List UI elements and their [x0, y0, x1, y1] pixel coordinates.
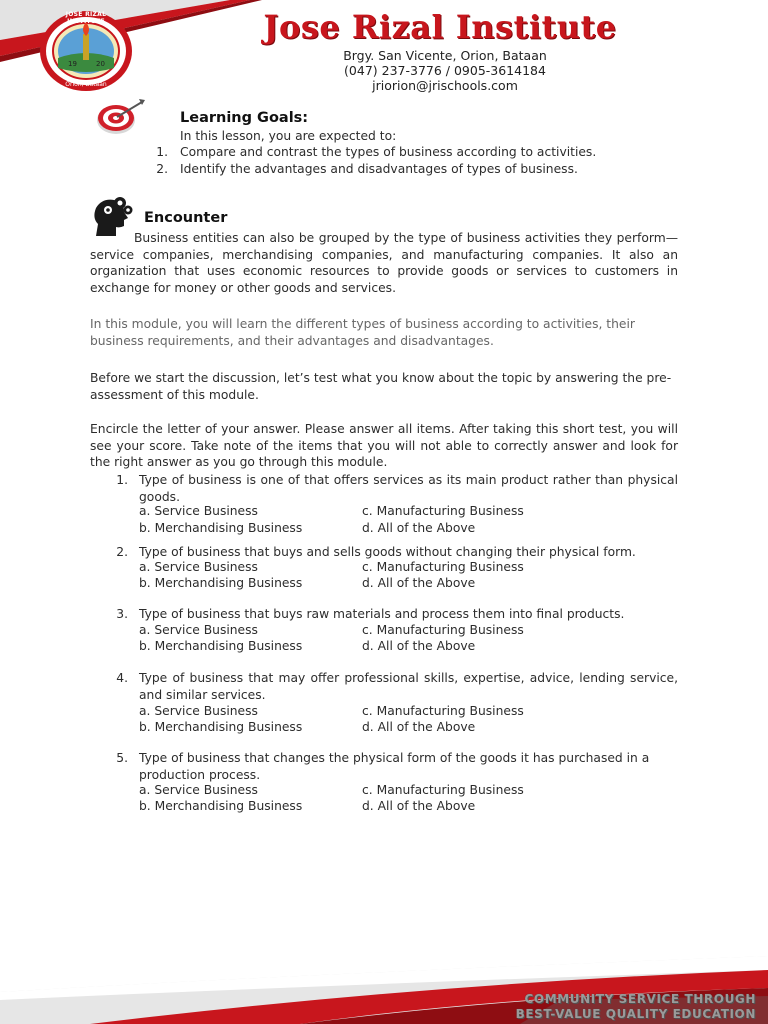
option-a[interactable]: a. Service Business: [139, 504, 258, 518]
option-a[interactable]: a. Service Business: [139, 783, 258, 797]
seal-year-left: 19: [68, 60, 77, 68]
option-a[interactable]: a. Service Business: [139, 560, 258, 574]
option-c[interactable]: c. Manufacturing Business: [362, 623, 524, 637]
option-b[interactable]: b. Merchandising Business: [139, 576, 303, 590]
school-seal: [38, 10, 134, 92]
learning-goal-number: 2.: [156, 162, 168, 176]
quiz-item: [110, 544, 678, 594]
question-text: Type of business is one of that offers services as its main product rather than physical goods.: [139, 473, 678, 504]
question-text: Type of business that may offer professional skills, expertise, advice, lending service, and similar services.: [139, 671, 678, 702]
module-intro-paragraph: In this module, you will learn the different types of business according to activities, their business requirements, and their advantages and disadvantages.: [90, 317, 635, 348]
school-address: Brgy. San Vicente, Orion, Bataan: [343, 48, 547, 63]
seal-year-right: 20: [96, 60, 105, 68]
learning-goals-title: Learning Goals:: [180, 110, 309, 126]
learning-goal-number: 1.: [156, 145, 168, 159]
learning-goal-text: Identify the advantages and disadvantages of types of business.: [180, 162, 578, 176]
option-d[interactable]: d. All of the Above: [362, 720, 476, 734]
quiz-item: [110, 606, 678, 656]
question-number: 3.: [116, 607, 128, 621]
learning-goal-text: Compare and contrast the types of business according to activities.: [180, 145, 597, 159]
option-a[interactable]: a. Service Business: [139, 623, 258, 637]
question-number: 2.: [116, 545, 128, 559]
option-b[interactable]: b. Merchandising Business: [139, 799, 303, 813]
school-email: jriorion@jrischools.com: [372, 78, 518, 93]
seal-ring-text-bottom: Orion, Bataan: [65, 81, 107, 88]
footer-tagline-line2: BEST-VALUE QUALITY EDUCATION: [515, 1007, 756, 1021]
option-c[interactable]: c. Manufacturing Business: [362, 504, 524, 518]
pre-assessment-paragraph: Before we start the discussion, let’s test what you know about the topic by answering the pre-assessment of this module.: [90, 371, 672, 402]
instructions-paragraph: Encircle the letter of your answer. Please answer all items. After taking this short test, you will see your score. Take note of the items that you will not able to correctly answer and look for the right answer as you go through this module.: [90, 422, 678, 469]
option-d[interactable]: d. All of the Above: [362, 521, 476, 535]
option-d[interactable]: d. All of the Above: [362, 639, 476, 653]
option-b[interactable]: b. Merchandising Business: [139, 639, 303, 653]
school-phone: (047) 237-3776 / 0905-3614184: [344, 63, 546, 78]
quiz-item: [110, 472, 678, 536]
option-c[interactable]: c. Manufacturing Business: [362, 704, 524, 718]
target-icon: [96, 98, 146, 136]
school-name: Jose Rizal Institute: [263, 8, 617, 46]
encounter-paragraph: Business entities can also be grouped by the type of business activities they perform—service companies, merchandising companies, and manufacturing companies. It also an organization that uses economic resources to provide goods or services to customers in exchange for money or other goods and services.: [90, 231, 678, 295]
quiz-item: [110, 750, 678, 814]
question-number: 4.: [116, 671, 128, 685]
seal-ring-text-top: JOSE RIZAL INSTITUTE: [65, 11, 107, 25]
question-number: 1.: [116, 473, 128, 487]
question-number: 5.: [116, 751, 128, 765]
question-text: Type of business that buys raw materials and process them into final products.: [139, 607, 625, 621]
option-c[interactable]: c. Manufacturing Business: [362, 560, 524, 574]
question-text: Type of business that changes the physical form of the goods it has purchased in a production process.: [139, 751, 650, 782]
option-b[interactable]: b. Merchandising Business: [139, 720, 303, 734]
option-b[interactable]: b. Merchandising Business: [139, 521, 303, 535]
quiz-item: [110, 670, 678, 734]
option-d[interactable]: d. All of the Above: [362, 576, 476, 590]
option-d[interactable]: d. All of the Above: [362, 799, 476, 813]
option-a[interactable]: a. Service Business: [139, 704, 258, 718]
learning-goals-intro: In this lesson, you are expected to:: [180, 129, 397, 143]
question-text: Type of business that buys and sells goods without changing their physical form.: [139, 545, 636, 559]
encounter-title: Encounter: [144, 210, 228, 226]
option-c[interactable]: c. Manufacturing Business: [362, 783, 524, 797]
footer-tagline-line1: COMMUNITY SERVICE THROUGH: [524, 992, 756, 1006]
